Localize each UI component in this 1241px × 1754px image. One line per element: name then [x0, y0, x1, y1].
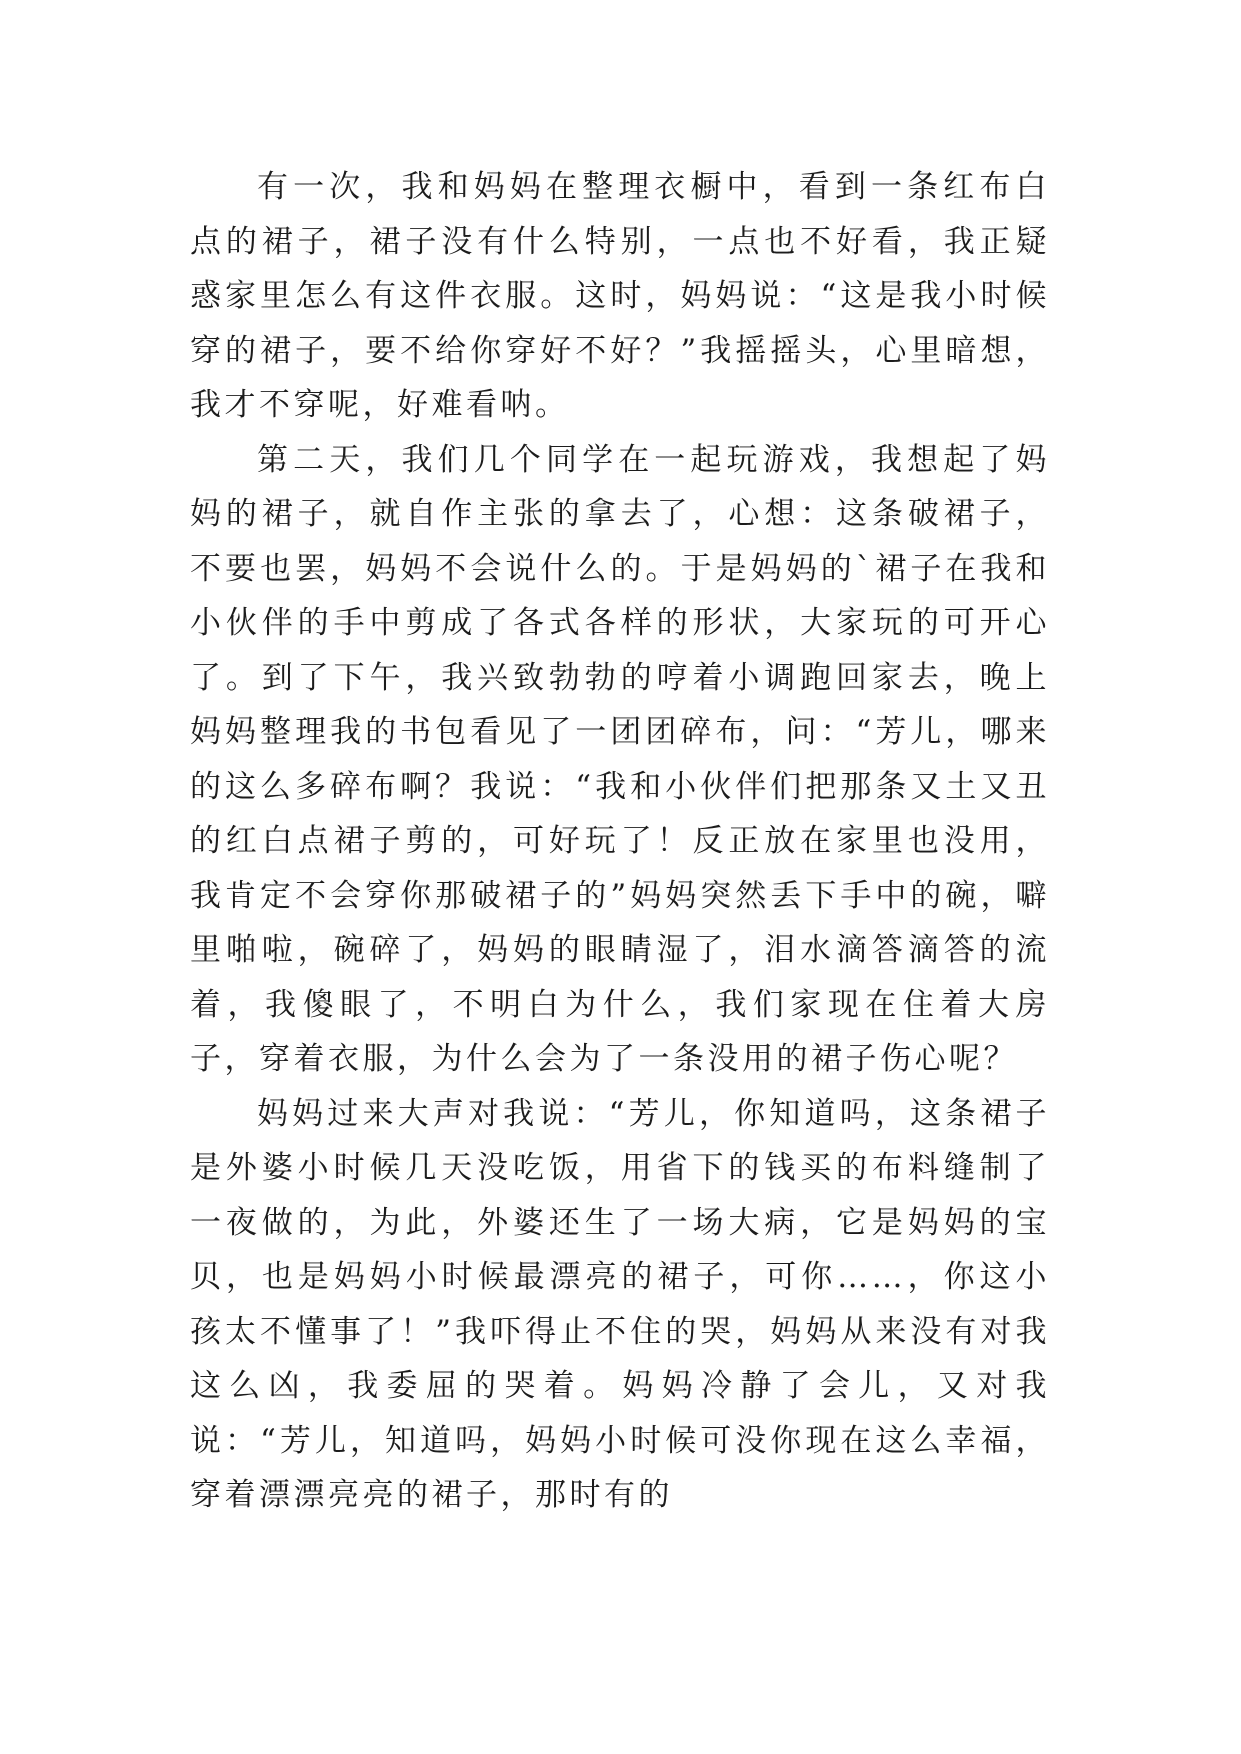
- paragraph-2: 第二天，我们几个同学在一起玩游戏，我想起了妈妈的裙子，就自作主张的拿去了，心想：这条破裙子，不要也罢，妈妈不会说什么的。于是妈妈的`裙子在我和小伙伴的手中剪成了各式各样的形状，大家玩的可开心了。到了下午，我兴致勃勃的哼着小调跑回家去，晚上妈妈整理我的书包看见了一团团碎布，问：“芳儿，哪来的这么多碎布啊？我说：“我和小伙伴们把那条又土又丑的红白点裙子剪的，可好玩了！反正放在家里也没用，我肯定不会穿你那破裙子的”妈妈突然丢下手中的碗，噼里啪啦，碗碎了，妈妈的眼睛湿了，泪水滴答滴答的流着，我傻眼了，不明白为什么，我们家现在住着大房子，穿着衣服，为什么会为了一条没用的裙子伤心呢？: [190, 441, 1050, 1077]
- document-body: [190, 160, 1050, 1523]
- paragraph-3: 妈妈过来大声对我说：“芳儿，你知道吗，这条裙子是外婆小时候几天没吃饭，用省下的钱买的布料缝制了一夜做的，为此，外婆还生了一场大病，它是妈妈的宝贝，也是妈妈小时候最漂亮的裙子，可你……，你这小孩太不懂事了！”我吓得止不住的哭，妈妈从来没有对我这么凶，我委屈的哭着。妈妈冷静了会儿，又对我说：“芳儿，知道吗，妈妈小时候可没你现在这么幸福，穿着漂漂亮亮的裙子，那时有的: [190, 1095, 1050, 1513]
- paragraph-1: 有一次，我和妈妈在整理衣橱中，看到一条红布白点的裙子，裙子没有什么特别，一点也不好看，我正疑惑家里怎么有这件衣服。这时，妈妈说：“这是我小时候穿的裙子，要不给你穿好不好？”我摇摇头，心里暗想，我才不穿呢，好难看呐。: [190, 169, 1050, 423]
